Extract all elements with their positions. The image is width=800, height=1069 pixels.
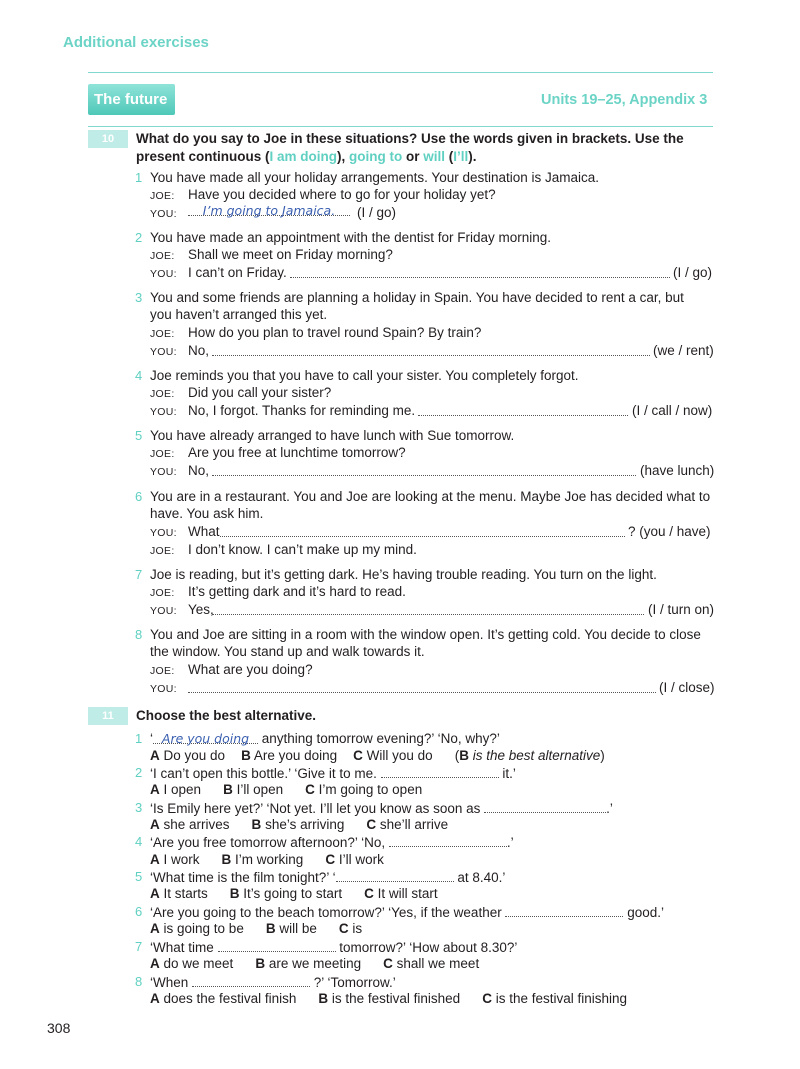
highlight: going to bbox=[349, 148, 403, 164]
option-a[interactable]: I open bbox=[163, 782, 202, 797]
option-a[interactable]: she arrives bbox=[163, 817, 230, 832]
speaker-joe: JOE: bbox=[150, 328, 175, 340]
option-c[interactable]: she’ll arrive bbox=[379, 817, 449, 832]
option-label: A bbox=[150, 817, 160, 832]
answer-field[interactable] bbox=[220, 524, 625, 537]
speaker-you: YOU: bbox=[150, 683, 177, 695]
option-label: A bbox=[150, 991, 160, 1006]
item-number: 1 bbox=[135, 731, 143, 746]
answer-field[interactable] bbox=[389, 834, 507, 847]
text: ‘Is Emily here yet?’ ‘Not yet. I’ll let you know as soon as bbox=[150, 801, 485, 816]
options bbox=[150, 956, 479, 971]
option-c[interactable]: shall we meet bbox=[396, 956, 480, 971]
note-letter: B bbox=[459, 748, 469, 763]
joe-line: How do you plan to travel round Spain? By train? bbox=[188, 325, 482, 340]
answer-field[interactable] bbox=[188, 680, 656, 693]
item-number: 3 bbox=[135, 290, 143, 305]
situation: you haven’t arranged this yet. bbox=[150, 307, 328, 322]
item-number: 5 bbox=[135, 428, 143, 443]
you-line: No, bbox=[188, 463, 210, 478]
option-label: B bbox=[223, 782, 233, 797]
option-c[interactable]: I’ll work bbox=[338, 852, 384, 867]
options bbox=[150, 782, 422, 797]
speaker-joe: JOE: bbox=[150, 587, 175, 599]
text: at 8.40.’ bbox=[453, 870, 506, 885]
option-c[interactable]: is bbox=[352, 921, 363, 936]
question bbox=[150, 869, 505, 885]
speaker-you: YOU: bbox=[150, 346, 177, 358]
text: tomorrow?’ ‘How about 8.30?’ bbox=[335, 940, 518, 955]
option-label: A bbox=[150, 921, 160, 936]
option-b[interactable]: she’s arriving bbox=[265, 817, 345, 832]
option-a[interactable]: Do you do bbox=[163, 748, 226, 763]
joe-line: Have you decided where to go for your holiday yet? bbox=[188, 187, 496, 202]
option-b[interactable]: I’ll open bbox=[236, 782, 284, 797]
situation: You are in a restaurant. You and Joe are looking at the menu. Maybe Joe has decided what to bbox=[150, 489, 711, 504]
units-reference: Units 19–25, Appendix 3 bbox=[541, 92, 708, 108]
hint: ? (you / have) bbox=[628, 524, 711, 539]
hint: (I / turn on) bbox=[648, 602, 715, 617]
item-number: 4 bbox=[135, 834, 143, 849]
you-line: Yes, bbox=[188, 602, 214, 617]
text: ‘Are you free tomorrow afternoon?’ ‘No, bbox=[150, 835, 389, 850]
note-text: is the best alternative bbox=[468, 748, 601, 763]
situation: Joe is reading, but it’s getting dark. He’s having trouble reading. You turn on the light. bbox=[150, 567, 657, 582]
instruction-line bbox=[136, 148, 696, 166]
situation: have. You ask him. bbox=[150, 506, 264, 521]
option-a[interactable]: It starts bbox=[163, 886, 208, 901]
speaker-you: YOU: bbox=[150, 466, 177, 478]
item-number: 2 bbox=[135, 230, 143, 245]
situation: You have made all your holiday arrangements. Your destination is Jamaica. bbox=[150, 170, 600, 185]
item-number: 8 bbox=[135, 974, 143, 989]
text: ‘I can’t open this bottle.’ ‘Give it to me. bbox=[150, 766, 381, 781]
hint: (we / rent) bbox=[653, 343, 714, 358]
option-b[interactable]: are we meeting bbox=[268, 956, 362, 971]
answer-field[interactable] bbox=[218, 939, 336, 952]
joe-line: I don’t know. I can’t make up my mind. bbox=[188, 542, 417, 557]
option-b[interactable]: I’m working bbox=[235, 852, 304, 867]
text: ?’ ‘Tomorrow.’ bbox=[310, 975, 396, 990]
option-a[interactable]: is going to be bbox=[163, 921, 244, 936]
question bbox=[150, 800, 613, 816]
header-rule bbox=[88, 72, 713, 73]
item-number: 5 bbox=[135, 869, 143, 884]
text: or bbox=[402, 148, 424, 164]
hint: (I / go) bbox=[357, 205, 397, 220]
option-label: A bbox=[150, 852, 160, 867]
option-c[interactable]: I’m going to open bbox=[318, 782, 423, 797]
option-label: B bbox=[255, 956, 266, 971]
speaker-joe: JOE: bbox=[150, 665, 175, 677]
handwritten-answer: Are you doing bbox=[161, 731, 250, 746]
speaker-you: YOU: bbox=[150, 406, 177, 418]
item-number: 2 bbox=[135, 765, 143, 780]
answer-field[interactable] bbox=[212, 463, 636, 476]
option-a[interactable]: I work bbox=[163, 852, 200, 867]
text: .’ bbox=[506, 835, 514, 850]
situation: You and Joe are sitting in a room with the window open. It’s getting cold. You decide to close bbox=[150, 627, 701, 642]
text: ). bbox=[468, 148, 477, 164]
option-label: C bbox=[325, 852, 336, 867]
question bbox=[150, 904, 664, 920]
answer-field[interactable] bbox=[505, 904, 623, 917]
exercise-instruction bbox=[136, 130, 696, 165]
hint: (I / close) bbox=[659, 680, 715, 695]
question bbox=[150, 834, 514, 850]
speaker-joe: JOE: bbox=[150, 250, 175, 262]
item-number: 3 bbox=[135, 800, 143, 815]
option-label: B bbox=[265, 921, 276, 936]
option-label: B bbox=[229, 886, 240, 901]
option-label: C bbox=[383, 956, 393, 971]
exercise-number: 10 bbox=[88, 130, 128, 148]
text: anything tomorrow evening?’ ‘No, why?’ bbox=[258, 731, 500, 746]
options: A Do you do B Are you doing C Will you do (B is the best alternative) bbox=[150, 748, 605, 763]
options bbox=[150, 852, 384, 867]
text: good.’ bbox=[623, 905, 665, 920]
option-label: C bbox=[338, 921, 349, 936]
answer-field[interactable] bbox=[336, 869, 454, 882]
option-label: C bbox=[366, 817, 377, 832]
answer-field[interactable] bbox=[192, 974, 310, 987]
highlight: I am doing bbox=[269, 148, 338, 164]
answer-field[interactable] bbox=[212, 343, 650, 356]
situation: You and some friends are planning a holiday in Spain. You have decided to rent a car, but bbox=[150, 290, 684, 305]
joe-line: Did you call your sister? bbox=[188, 385, 332, 400]
you-line: What bbox=[188, 524, 220, 539]
text: ‘Are you going to the beach tomorrow?’ ‘Yes, if the weather bbox=[150, 905, 506, 920]
answer-field[interactable] bbox=[290, 265, 670, 278]
question bbox=[150, 974, 396, 990]
options bbox=[150, 817, 448, 832]
speaker-you: YOU: bbox=[150, 268, 177, 280]
instruction-line: What do you say to Joe in these situations? Use the words given in brackets. Use the bbox=[136, 131, 684, 146]
section-title: Additional exercises bbox=[63, 34, 209, 51]
speaker-you: YOU: bbox=[150, 208, 177, 220]
option-c[interactable]: is the festival finishing bbox=[495, 991, 628, 1006]
item-number: 8 bbox=[135, 627, 143, 642]
header-rule-2 bbox=[88, 126, 713, 127]
text: .’ bbox=[606, 801, 613, 816]
unit-tag: The future bbox=[88, 84, 175, 115]
options bbox=[150, 921, 362, 936]
speaker-joe: JOE: bbox=[150, 448, 175, 460]
option-label: B bbox=[318, 991, 329, 1006]
option-c[interactable]: It will start bbox=[377, 886, 438, 901]
you-line: I can’t on Friday. bbox=[188, 265, 287, 280]
option-label: B bbox=[221, 852, 232, 867]
text: ‘What time is the film tonight?’ ‘ bbox=[150, 870, 336, 885]
item-number: 4 bbox=[135, 368, 143, 383]
option-label: A bbox=[150, 886, 160, 901]
you-line: No, I forgot. Thanks for reminding me. bbox=[188, 403, 416, 418]
option-b[interactable]: Are you doing bbox=[253, 748, 338, 763]
you-line: No, bbox=[188, 343, 210, 358]
hint: (have lunch) bbox=[640, 463, 715, 478]
text: it.’ bbox=[498, 766, 516, 781]
option-label: A bbox=[150, 782, 160, 797]
option-label: C bbox=[305, 782, 315, 797]
option-label: B bbox=[241, 748, 251, 763]
options bbox=[150, 886, 438, 901]
joe-line: What are you doing? bbox=[188, 662, 313, 677]
option-label: C bbox=[353, 748, 363, 763]
answer-field[interactable] bbox=[153, 731, 258, 744]
item-number: 7 bbox=[135, 939, 143, 954]
joe-line: It’s getting dark and it’s hard to read. bbox=[188, 584, 406, 599]
page-number: 308 bbox=[47, 1020, 71, 1036]
option-a[interactable]: do we meet bbox=[163, 956, 234, 971]
handwritten-answer: I’m going to Jamaica. bbox=[202, 203, 336, 218]
answer-field[interactable] bbox=[418, 403, 628, 416]
speaker-you: YOU: bbox=[150, 605, 177, 617]
item-number: 1 bbox=[135, 170, 143, 185]
joe-line: Are you free at lunchtime tomorrow? bbox=[188, 445, 406, 460]
speaker-you: YOU: bbox=[150, 527, 177, 539]
answer-field[interactable] bbox=[188, 203, 350, 218]
text: ), bbox=[337, 148, 350, 164]
item-number: 6 bbox=[135, 489, 143, 504]
situation: the window. You stand up and walk towards it. bbox=[150, 644, 425, 659]
exercise-number: 11 bbox=[88, 707, 128, 725]
joe-line: Shall we meet on Friday morning? bbox=[188, 247, 393, 262]
option-b[interactable]: will be bbox=[279, 921, 317, 936]
situation: Joe reminds you that you have to call your sister. You completely forgot. bbox=[150, 368, 579, 383]
options bbox=[150, 991, 627, 1006]
text: present continuous ( bbox=[136, 148, 270, 164]
highlight: will bbox=[423, 148, 446, 164]
speaker-joe: JOE: bbox=[150, 388, 175, 400]
text: ‘What time bbox=[150, 940, 218, 955]
option-label: C bbox=[364, 886, 374, 901]
highlight: I’ll bbox=[453, 148, 469, 164]
text: ( bbox=[445, 148, 454, 164]
answer-field[interactable] bbox=[212, 602, 644, 615]
option-label: A bbox=[150, 748, 160, 763]
question bbox=[150, 765, 516, 781]
question bbox=[150, 939, 517, 955]
option-c[interactable]: Will you do bbox=[366, 748, 433, 763]
option-b[interactable]: is the festival finished bbox=[331, 991, 461, 1006]
option-b[interactable]: It’s going to start bbox=[243, 886, 343, 901]
option-label: B bbox=[251, 817, 262, 832]
speaker-joe: JOE: bbox=[150, 545, 175, 557]
option-a[interactable]: does the festival finish bbox=[163, 991, 297, 1006]
situation: You have made an appointment with the dentist for Friday morning. bbox=[150, 230, 551, 245]
hint: (I / call / now) bbox=[632, 403, 713, 418]
option-label: A bbox=[150, 956, 160, 971]
item-number: 7 bbox=[135, 567, 143, 582]
text: ‘ bbox=[150, 731, 153, 746]
exercise-instruction: Choose the best alternative. bbox=[136, 708, 317, 723]
text: ‘When bbox=[150, 975, 193, 990]
situation: You have already arranged to have lunch with Sue tomorrow. bbox=[150, 428, 515, 443]
question bbox=[150, 731, 500, 746]
option-label: C bbox=[482, 991, 492, 1006]
item-number: 6 bbox=[135, 904, 143, 919]
hint: (I / go) bbox=[673, 265, 713, 280]
speaker-joe: JOE: bbox=[150, 190, 175, 202]
answer-field[interactable] bbox=[484, 800, 606, 813]
answer-field[interactable] bbox=[381, 765, 499, 778]
